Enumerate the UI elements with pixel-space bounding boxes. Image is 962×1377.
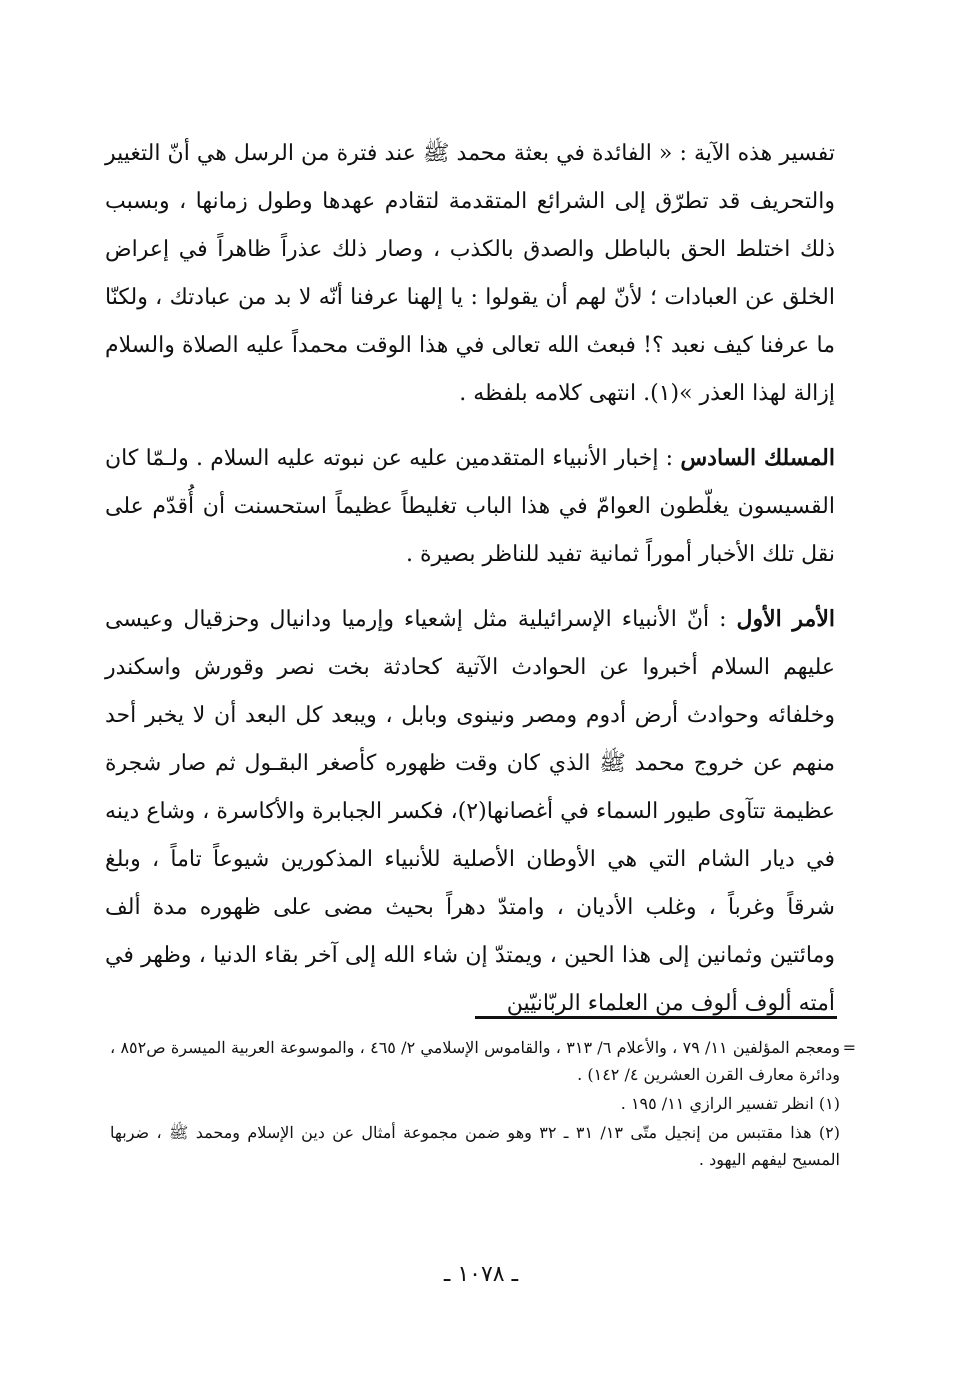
- footnote-continuation-text: ومعجم المؤلفين ١١/ ٧٩ ، والأعلام ٦/ ٣١٣ ، والقاموس الإسلامي ٢/ ٤٦٥ ، والموسوعة العربية الميسرة ص٨٥٢ ، ودائرة معارف القرن العشرين ٤/ ١٤٢) .: [110, 1038, 841, 1084]
- footnote-2: (٢) هذا مقتبس من إنجيل متّى ١٣/ ٣١ ـ ٣٢ وهو ضمن مجموعة أمثال عن دين الإسلام ومحمد ﷺ ، ضربها المسيح ليفهم اليهود .: [110, 1123, 840, 1169]
- sixth-path-text: : إخبار الأنبياء المتقدمين عليه عن نبوته عليه السلام . ولـمّا كان القسيسون يغلّطون العوامّ في هذا الباب تغليطاً عظيماً استحسنت أن أُقدّم على نقل تلك الأخبار أموراً ثمانية تفيد للناظر بصيرة .: [105, 446, 835, 567]
- paragraph-tafsir: تفسير هذه الآية : « الفائدة في بعثة محمد ﷺ عند فترة من الرسل هي أنّ التغيير والتحريف قد تطرّق إلى الشرائع المتقدمة لتقادم عهدها وطول زمانها ، وبسبب ذلك اختلط الحق بالباطل والصدق بالكذب ، وصار ذلك عذراً ظاهراً في إعراض الخلق عن العبادات ؛ لأنّ لهم أن يقولوا : يا إلهنا عرفنا أنّه لا بد من عبادتك ، ولكنّا ما عرفنا كيف نعبد ؟! فبعث الله تعالى في هذا الوقت محمداً عليه الصلاة والسلام إزالة لهذا العذر »(١). انتهى كلامه بلفظه .: [105, 141, 835, 406]
- footnote-1: (١) انظر تفسير الرازي ١١/ ١٩٥ .: [620, 1094, 840, 1113]
- first-matter-heading: الأمر الأول: [736, 606, 835, 632]
- footnote-continuation: [110, 1034, 856, 1088]
- main-text: [105, 130, 835, 1028]
- page-number: ـ ١٠٧٨ ـ: [443, 1262, 519, 1287]
- paragraph-first-matter: [105, 595, 835, 1028]
- paragraph-sixth-path: [105, 434, 835, 579]
- sixth-path-heading: المسلك السادس: [680, 445, 835, 471]
- continuation-mark: =: [842, 1038, 856, 1057]
- footnote-divider: [475, 1016, 837, 1019]
- first-matter-text: : أنّ الأنبياء الإسرائيلية مثل إشعياء وإرميا ودانيال وحزقيال وعيسى عليهم السلام أخبروا عن الحوادث الآتية كحادثة بخت نصر وقورش واسكندر وخلفائه وحوادث أرض أدوم ومصر ونينوى وبابل ، ويبعد كل البعد أن لا يخبر أحد منهم عن خروج محمد ﷺ الذي كان وقت ظهوره كأصغر البقـول ثم صار شجرة عظيمة تتآوى طيور السماء في أغصانها(٢)، فكسر الجبابرة والأكاسرة ، وشاع دينه في ديار الشام التي هي الأوطان الأصلية للأنبياء المذكورين شيوعاً تاماً ، وبلغ شرقاً وغرباً ، وغلب الأديان ، وامتدّ دهراً بحيث مضى على ظهوره مدة ألف ومائتين وثمانين إلى هذا الحين ، ويمتدّ إن شاء الله إلى آخر بقاء الدنيا ، وظهر في أمته ألوف ألوف من العلماء الربّانيّين: [105, 607, 836, 1016]
- footnotes: [110, 1034, 856, 1173]
